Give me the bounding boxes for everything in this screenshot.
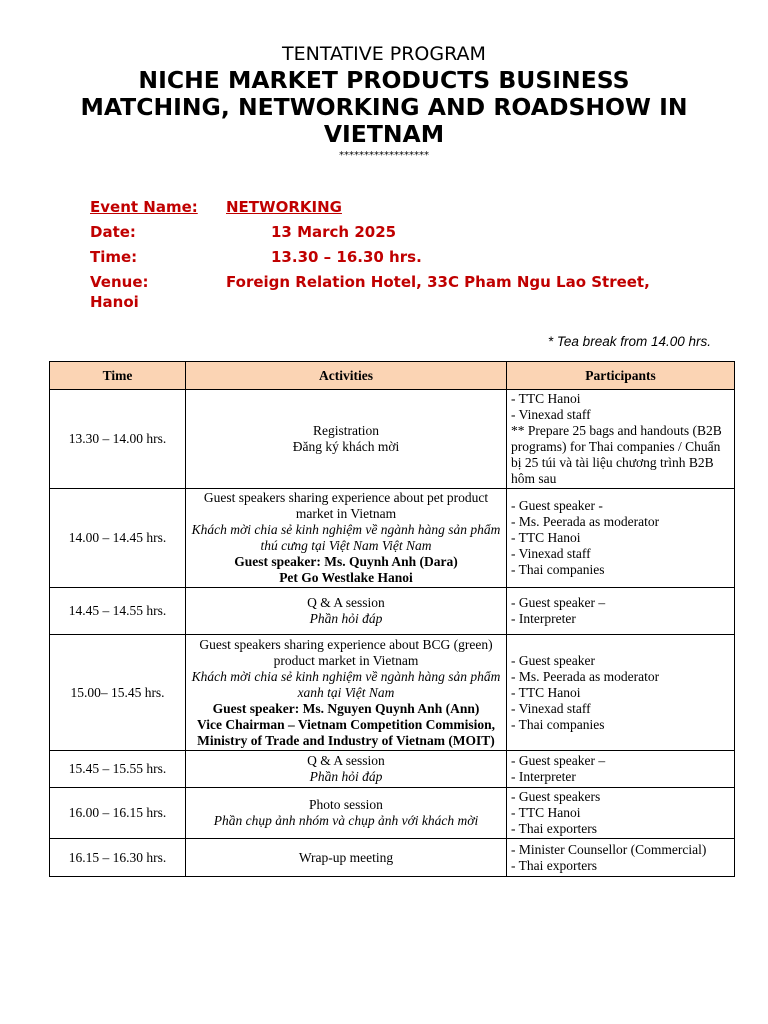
activity-line: Phần chụp ảnh nhóm và chụp ảnh với khách mời — [213, 813, 479, 828]
activity-cell — [186, 751, 507, 788]
participant-line: - Guest speaker – — [511, 595, 606, 610]
participant-line: ** Prepare 25 bags and handouts (B2B programs) for Thai companies / Chuẩn bị 25 túi và tài liệu chương trình B2B hôm sau — [511, 423, 722, 486]
header-activities: Activities — [186, 362, 507, 390]
activity-line: Guest speaker: Ms. Nguyen Quynh Anh (Ann) — [212, 700, 480, 716]
activity-line: Đăng ký khách mời — [292, 439, 400, 454]
participant-line: - Guest speakers — [511, 789, 601, 804]
participant-line: - Guest speaker – — [511, 753, 606, 768]
activity-cell — [186, 839, 507, 877]
participant-line: - Thai exporters — [511, 821, 597, 836]
event-name-label: Event Name: — [90, 198, 198, 216]
program-title-line: NICHE MARKET PRODUCTS BUSINESS — [138, 66, 630, 94]
activity-line: Guest speakers sharing experience about pet product market in Vietnam — [203, 490, 489, 521]
event-time-value: 13.30 – 16.30 hrs. — [271, 248, 422, 266]
event-time-label: Time: — [90, 248, 138, 266]
event-date-label: Date: — [90, 223, 136, 241]
participant-line: - Ms. Peerada as moderator — [511, 668, 660, 684]
participants-cell — [507, 489, 735, 588]
activity-line: Q & A session — [307, 595, 385, 610]
event-venue-value-cont: Hanoi — [90, 293, 139, 311]
header-participants: Participants — [507, 362, 735, 390]
activity-line: Registration — [313, 423, 379, 438]
table-row — [50, 751, 735, 788]
participants-cell — [507, 390, 735, 489]
participant-line: - TTC Hanoi — [511, 805, 581, 820]
activity-cell — [186, 489, 507, 588]
header-time: Time — [50, 362, 186, 390]
time-cell: 13.30 – 14.00 hrs. — [50, 390, 186, 489]
activity-cell — [186, 635, 507, 751]
activity-cell — [186, 588, 507, 635]
activity-line: Phần hỏi đáp — [309, 611, 383, 626]
participant-line: - Guest speaker - — [511, 498, 603, 513]
participants-cell — [507, 588, 735, 635]
activity-line: Khách mời chia sẻ kinh nghiệm về ngành hàng sản phẩm xanh tại Việt Nam — [191, 668, 501, 700]
participants-cell — [507, 751, 735, 788]
activity-line: Khách mời chia sẻ kinh nghiệm về ngành hàng sản phẩm thú cưng tại Việt Nam Việt Nam — [191, 522, 501, 553]
activity-line: Vice Chairman – Vietnam Competition Commision, Ministry of Trade and Industry of Vietnam (MOIT) — [197, 716, 495, 748]
table-row — [50, 839, 735, 877]
participant-line: - Thai companies — [511, 716, 605, 732]
participants-cell — [507, 788, 735, 839]
table-row — [50, 489, 735, 588]
table-row — [50, 390, 735, 489]
event-date-value: 13 March 2025 — [271, 223, 397, 241]
time-cell: 14.45 – 14.55 hrs. — [50, 588, 186, 635]
participant-line: - Thai exporters — [511, 857, 597, 873]
participant-line: - Guest speaker — [511, 652, 595, 668]
time-cell: 15.45 – 15.55 hrs. — [50, 751, 186, 788]
time-cell: 14.00 – 14.45 hrs. — [50, 489, 186, 588]
participant-line: - Minister Counsellor (Commercial) — [511, 841, 707, 857]
activity-cell — [186, 390, 507, 489]
participant-line: - Vinexad staff — [511, 546, 591, 561]
stars-divider: ****************** — [339, 150, 429, 161]
activity-line: Photo session — [309, 797, 383, 812]
participant-line: - TTC Hanoi — [511, 530, 581, 545]
program-title-line: MATCHING, NETWORKING AND ROADSHOW IN — [80, 93, 688, 121]
participants-cell — [507, 635, 735, 751]
program-subtitle: TENTATIVE PROGRAM — [282, 43, 486, 65]
table-header-row — [50, 362, 735, 390]
event-name-value: NETWORKING — [226, 198, 342, 216]
time-cell: 16.00 – 16.15 hrs. — [50, 788, 186, 839]
participant-line: - TTC Hanoi — [511, 684, 581, 700]
activity-cell — [186, 788, 507, 839]
program-title — [0, 67, 768, 148]
participant-line: - Thai companies — [511, 562, 605, 577]
participant-line: - Vinexad staff — [511, 407, 591, 422]
table-row — [50, 588, 735, 635]
activity-line: Guest speakers sharing experience about BCG (green) product market in Vietnam — [199, 636, 493, 668]
program-table — [49, 361, 735, 877]
activity-line: Wrap-up meeting — [298, 849, 394, 865]
event-venue-label: Venue: — [90, 273, 149, 291]
event-venue-value: Foreign Relation Hotel, 33C Pham Ngu Lao Street, — [226, 273, 650, 291]
document-header — [0, 42, 768, 162]
participants-cell — [507, 839, 735, 877]
activity-line: Guest speaker: Ms. Quynh Anh (Dara) — [234, 554, 458, 569]
time-cell: 15.00– 15.45 hrs. — [50, 635, 186, 751]
participant-line: - Interpreter — [511, 769, 576, 784]
participant-line: - Vinexad staff — [511, 700, 591, 716]
program-title-line: VIETNAM — [323, 120, 445, 148]
activity-line: Pet Go Westlake Hanoi — [279, 570, 413, 585]
table-row — [50, 788, 735, 839]
participant-line: - TTC Hanoi — [511, 391, 581, 406]
participant-line: - Interpreter — [511, 611, 576, 626]
participant-line: - Ms. Peerada as moderator — [511, 514, 660, 529]
tea-break-note: * Tea break from 14.00 hrs. — [547, 334, 711, 349]
activity-line: Q & A session — [307, 753, 385, 768]
table-row — [50, 635, 735, 751]
time-cell: 16.15 – 16.30 hrs. — [50, 839, 186, 877]
activity-line: Phần hỏi đáp — [309, 769, 383, 784]
